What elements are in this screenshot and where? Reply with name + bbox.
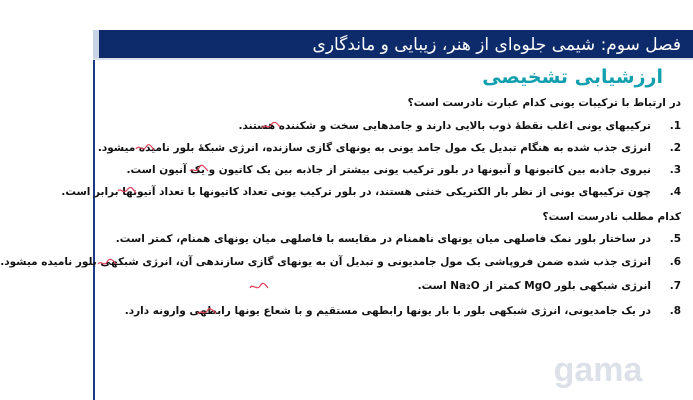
item-text: نیروی جاذبه بین کاتیونها و آنیونها در بلور ترکیب یونی بیشتر از جاذبه بین یک کاتیون و یک آنیون است. — [126, 164, 651, 176]
list-item — [103, 305, 681, 321]
item-text: در ساختار بلور نمک فاصلهی میان یونهای ناهمنام در مقایسه با فاصلهی میان یونهای همنام، کمتر است. — [115, 233, 651, 245]
header-accent — [93, 30, 99, 58]
chapter-title: فصل سوم: شیمی جلوه‌ای از هنر، زیبایی و ماندگاری — [312, 35, 681, 55]
gama-watermark-logo — [523, 350, 673, 390]
list-item — [0, 256, 681, 272]
item-number: 3. — [669, 164, 681, 176]
list-item — [103, 120, 681, 136]
item-number: 7. — [669, 280, 681, 292]
item-text: ترکیبهای یونی اغلب نقطهٔ ذوب بالایی دارند و جامدهایی سخت و شکننده هستند. — [238, 120, 651, 132]
question-1: در ارتباط با ترکیبات یونی کدام عبارت نادرست است؟ — [407, 97, 681, 109]
ink-mark — [261, 121, 281, 131]
item-text: انرژی جذب شده به هنگام تبدیل یک مول جامد یونی به یونهای گازی سازنده، انرژی شبکهٔ بلور نامیده میشود. — [97, 142, 651, 154]
top-strip — [93, 0, 693, 30]
ink-mark — [97, 258, 117, 268]
item-number: 4. — [669, 186, 681, 198]
question-2: کدام مطلب نادرست است؟ — [542, 211, 681, 223]
list-item — [97, 142, 681, 158]
list-item — [61, 186, 681, 202]
item-number: 2. — [669, 142, 681, 154]
item-text: چون ترکیبهای یونی از نظر بار الکتریکی خنثی هستند، در بلور ترکیب یونی تعداد کاتیونها با تعداد آنیونها برابر است. — [61, 186, 651, 198]
ink-mark — [249, 282, 269, 292]
item-number: 5. — [669, 233, 681, 245]
item-number: 8. — [669, 305, 681, 317]
list-item — [103, 233, 681, 249]
list-item — [103, 280, 681, 296]
item-number: 1. — [669, 120, 681, 132]
item-text: انرژی جذب شده ضمن فروپاشی یک مول جامدیونی و تبدیل آن به یونهای گازی سازندهی آن، انرژی شبکهی بلور نامیده میشود. — [0, 256, 651, 268]
ink-mark — [135, 143, 155, 153]
svg-text:gama: gama — [553, 351, 643, 389]
header-bar — [93, 30, 693, 60]
ink-mark — [189, 165, 209, 175]
side-rule — [93, 60, 95, 400]
item-text: در یک جامدیونی، انرژی شبکهی بلور با بار یونها رابطهی مستقیم و با شعاع یونها رابطهی وارونه دارد. — [124, 305, 651, 317]
section-title: ارزشیابی تشخیصی — [482, 66, 663, 88]
ink-mark — [117, 186, 137, 196]
item-text: انرژی شبکهی بلور MgO کمتر از Na₂O است. — [417, 280, 651, 292]
ink-mark — [197, 307, 217, 317]
item-number: 6. — [669, 256, 681, 268]
